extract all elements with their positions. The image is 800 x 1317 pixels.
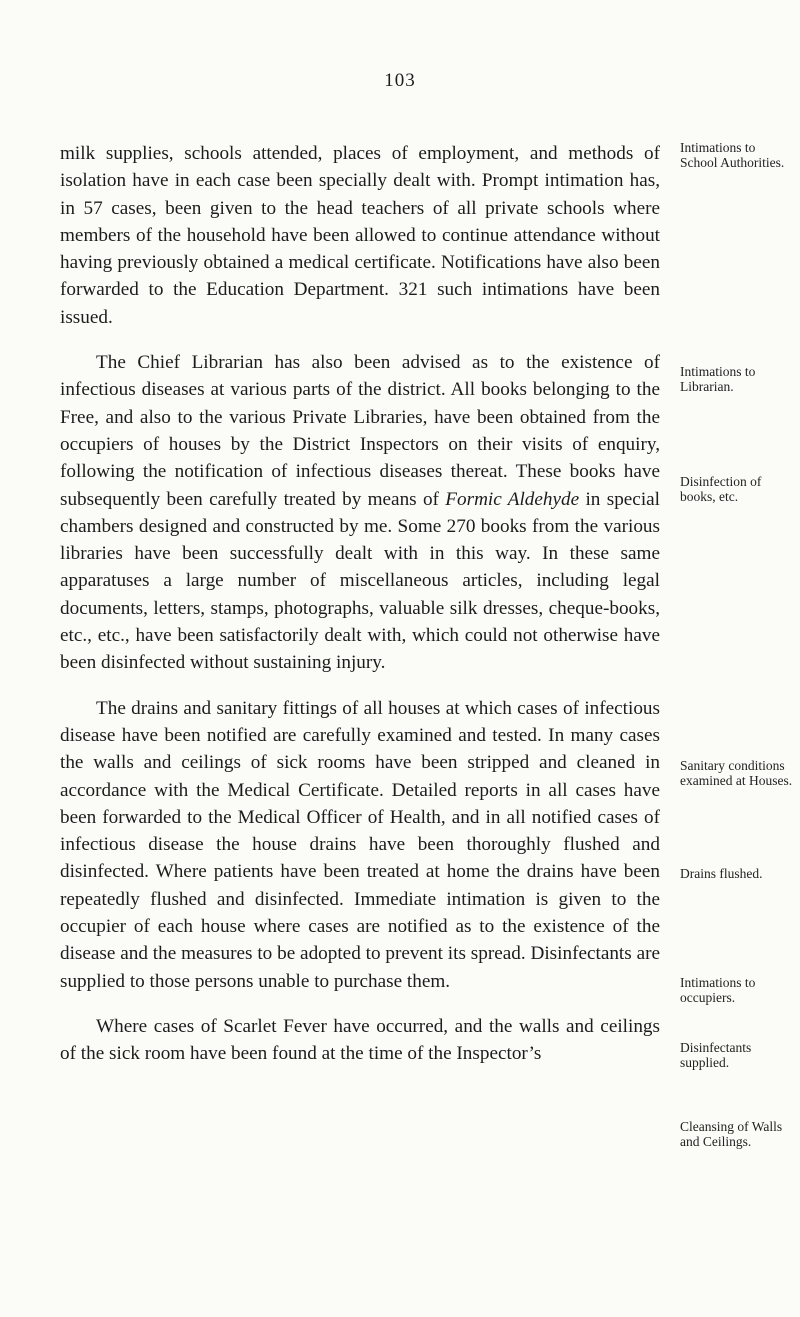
paragraph-drains: The drains and sanitary fittings of all houses at which cases of infectious disease have been notified are carefully examined and tested. In many cases the walls and ceilings of sick rooms have been stripped and cleaned in accordance with the Medical Certificate. Detailed reports in all cases have been forwarded to the Medical Officer of Health, and in all notified cases of infectious disease the house drains have been thoroughly flushed and disinfected. Where patients have been treated at home the drains have been repeatedly flushed and disinfected. Immediate intimation is given to the occupier of each house where cases are notified as to the existence of the disease and the measures to be adopted to prevent its spread. Disinfectants are supplied to those persons unable to purchase them. <box>60 697 660 992</box>
formic-aldehyde-term: Formic Aldehyde <box>445 488 580 510</box>
paragraph-librarian <box>60 349 660 677</box>
margin-note-sanitary-conditions: Sanitary conditions examined at Houses. <box>680 758 793 788</box>
margin-note-disinfection-books: Disinfection of books, etc. <box>680 474 762 504</box>
margin-note-occupiers: Intimations to occupiers. <box>680 975 756 1005</box>
paragraph-isolation-methods: milk supplies, schools attended, places of employment, and methods of isolation have in each case been specially dealt with. Prompt intimation has, in 57 cases, been given to the head teachers of all private schools where members of the household have been allowed to continue attendance without having previously obtained a medical certificate. Notifications have also been forwarded to the Education Department. 321 such intimations have been issued. <box>60 143 660 328</box>
page-number: 103 <box>384 70 416 91</box>
paragraph-librarian-part-1: The Chief Librarian has also been advised as to the existence of infectious diseases at various parts of the district. All books belonging to the Free, and also to the various Private Libraries, have been obtained from the occupiers of houses by the District Inspectors on their visits of enquiry, following the notification of infectious diseases thereat. These books have subsequently been carefully treated by means of <box>60 352 660 510</box>
margin-note-cleansing: Cleansing of Walls and Ceilings. <box>680 1119 783 1149</box>
margin-note-librarian: Intimations to Librarian. <box>680 364 756 394</box>
margin-note-school-authorities: Intimations to School Authorities. <box>680 140 785 170</box>
body-text <box>60 140 660 1068</box>
paragraph-librarian-part-2: in special chambers designed and constructed by me. Some 270 books from the various libraries have been successfully dealt with in this way. In these same apparatuses a large number of miscellaneous articles, including legal documents, letters, stamps, photographs, valuable silk dresses, cheque-books, etc., etc., have been satisfactorily dealt with, which could not otherwise have been disinfected without sustaining injury. <box>60 488 660 674</box>
margin-note-drains-flushed: Drains flushed. <box>680 866 763 881</box>
margin-note-disinfectants: Disinfectants supplied. <box>680 1040 752 1070</box>
paragraph-scarlet-fever: Where cases of Scarlet Fever have occurred, and the walls and ceilings of the sick room have been found at the time of the Inspector’s <box>60 1015 660 1065</box>
